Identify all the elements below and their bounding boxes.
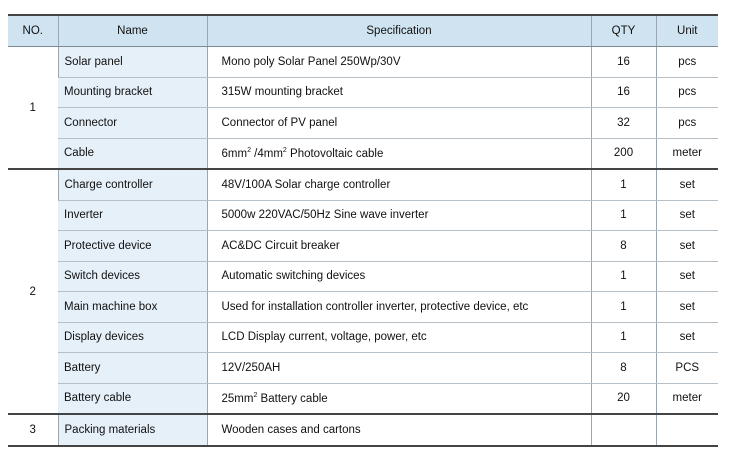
item-specification (207, 138, 591, 169)
superscript: 2 (282, 146, 287, 154)
table-row (8, 383, 718, 414)
table-row (8, 169, 718, 200)
item-specification: 315W mounting bracket (207, 77, 591, 108)
table-row (8, 47, 718, 78)
header-specification: Specification (207, 15, 591, 47)
table-body (8, 47, 718, 446)
item-name: Cable (58, 138, 207, 169)
item-specification: Wooden cases and cartons (207, 414, 591, 446)
item-unit: meter (656, 383, 718, 414)
item-unit: set (656, 231, 718, 262)
spec-text: 25mm (221, 392, 254, 405)
group-number: 2 (8, 169, 58, 414)
item-name: Solar panel (58, 47, 207, 78)
item-unit: pcs (656, 77, 718, 108)
item-unit: PCS (656, 353, 718, 384)
group-number: 3 (8, 414, 58, 446)
superscript: 2 (253, 391, 258, 399)
header-no: NO. (8, 15, 58, 47)
item-name: Display devices (58, 322, 207, 353)
item-qty: 1 (591, 292, 656, 323)
item-qty: 200 (591, 138, 656, 169)
header-qty: QTY (591, 15, 656, 47)
item-unit: meter (656, 138, 718, 169)
table-row (8, 322, 718, 353)
item-qty: 32 (591, 108, 656, 139)
item-specification: Connector of PV panel (207, 108, 591, 139)
table-row (8, 108, 718, 139)
item-unit: set (656, 292, 718, 323)
item-qty: 1 (591, 200, 656, 231)
item-specification: Automatic switching devices (207, 261, 591, 292)
item-specification: Mono poly Solar Panel 250Wp/30V (207, 47, 591, 78)
spec-text: /4mm (250, 147, 283, 160)
item-name: Packing materials (58, 414, 207, 446)
item-specification: 5000w 220VAC/50Hz Sine wave inverter (207, 200, 591, 231)
table-row (8, 414, 718, 446)
item-unit: set (656, 169, 718, 200)
equipment-table (8, 14, 718, 447)
item-qty: 16 (591, 77, 656, 108)
item-unit: set (656, 261, 718, 292)
table-row (8, 261, 718, 292)
header-name: Name (58, 15, 207, 47)
group-number: 1 (8, 47, 58, 170)
item-name: Battery (58, 353, 207, 384)
item-unit: pcs (656, 47, 718, 78)
item-specification (207, 383, 591, 414)
item-specification: LCD Display current, voltage, power, etc (207, 322, 591, 353)
item-qty: 16 (591, 47, 656, 78)
item-qty: 8 (591, 353, 656, 384)
spec-text: 6mm (221, 147, 248, 160)
header-row (8, 15, 718, 47)
item-unit (656, 414, 718, 446)
table-row (8, 138, 718, 169)
item-specification: AC&DC Circuit breaker (207, 231, 591, 262)
item-qty: 8 (591, 231, 656, 262)
spec-text: Battery cable (257, 392, 328, 405)
item-name: Charge controller (58, 169, 207, 200)
item-unit: pcs (656, 108, 718, 139)
item-name: Connector (58, 108, 207, 139)
spec-text: Photovoltaic cable (286, 147, 384, 160)
item-name: Protective device (58, 231, 207, 262)
item-qty: 1 (591, 169, 656, 200)
table-container (8, 14, 718, 447)
item-specification: Used for installation controller inverter, protective device, etc (207, 292, 591, 323)
table-row (8, 292, 718, 323)
item-qty: 1 (591, 261, 656, 292)
item-name: Main machine box (58, 292, 207, 323)
item-qty: 1 (591, 322, 656, 353)
item-name: Mounting bracket (58, 77, 207, 108)
item-name: Battery cable (58, 383, 207, 414)
table-row (8, 231, 718, 262)
table-row (8, 200, 718, 231)
item-name: Inverter (58, 200, 207, 231)
item-qty (591, 414, 656, 446)
item-name: Switch devices (58, 261, 207, 292)
item-unit: set (656, 322, 718, 353)
superscript: 2 (247, 146, 251, 154)
table-row (8, 353, 718, 384)
item-qty: 20 (591, 383, 656, 414)
header-unit: Unit (656, 15, 718, 47)
item-specification: 12V/250AH (207, 353, 591, 384)
item-unit: set (656, 200, 718, 231)
table-row (8, 77, 718, 108)
item-specification: 48V/100A Solar charge controller (207, 169, 591, 200)
